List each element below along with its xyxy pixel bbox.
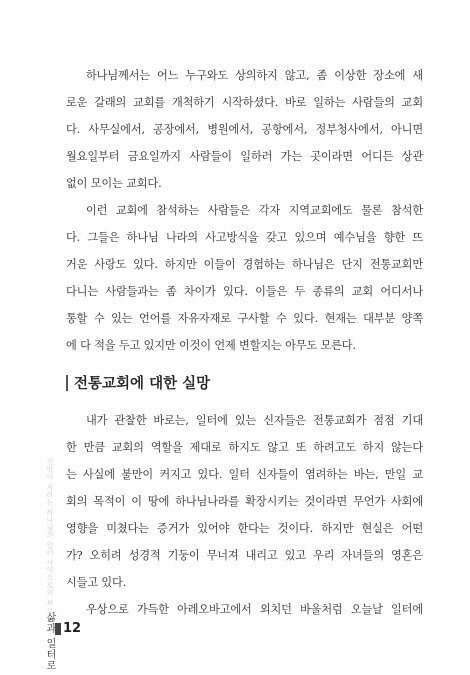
text-line: 이런 교회에 참석하는 사람들은 각자 지역교회에도 물론 참석한: [86, 204, 423, 217]
side-book-title: 신앙이 자라는 하나님의 일터 사역으로의 부르심: [46, 458, 54, 622]
text-line: 에 다 적을 두고 있지만 이것이 언제 변할지는 아무도 모른다.: [66, 339, 356, 352]
text-line: 하나님께서는 어느 누구와도 상의하지 않고, 좀 이상한 장소에 새: [86, 69, 423, 82]
heading-bar: [66, 375, 68, 391]
text-line: 회의 목적이 이 땅에 하나님나라를 확장시키는 것이라면 무언가 사회에: [66, 495, 423, 508]
text-line: 다. 그들은 하나님 나라의 사고방식을 갖고 있으며 예수님을 향한 뜨: [66, 231, 423, 244]
text-line: 는 사실에 불만이 커지고 있다. 일터 신자들이 염려하는 바는, 만일 교: [66, 468, 423, 481]
text-line: 로운 갈래의 교회를 개척하기 시작하셨다. 바로 일하는 사람들의 교회: [66, 96, 423, 109]
page-number-block: [55, 622, 81, 636]
section-heading-text: 전통교회에 대한 실망: [74, 376, 211, 392]
text-line: 다. 사무실에서, 공장에서, 병원에서, 공항에서, 정부청사에서, 아니면: [66, 123, 423, 136]
section-heading: [66, 372, 210, 393]
text-line: 우상으로 가득한 아레오바고에서 외치던 바울처럼 오늘날 일터에: [86, 603, 423, 616]
text-line: 월요일부터 금요일까지 사람들이 일하러 가는 곳이라면 어디든 상관: [66, 150, 423, 163]
text-line: 가? 오히려 성경적 기둥이 무너져 내리고 있고 우리 자녀들의 영혼은: [66, 549, 423, 562]
text-line: 거운 사랑도 있다. 하지만 이들이 경험하는 하나님은 단지 전통교회만: [66, 258, 423, 271]
text-line: 내가 관찰한 바로는, 일터에 있는 신자들은 전통교회가 점점 기대: [86, 414, 423, 427]
text-line: 영향을 미쳤다는 증거가 있어야 한다는 것이다. 하지만 현실은 어떤: [66, 522, 423, 535]
page-number-bar: [55, 623, 61, 635]
page-number: 12: [63, 621, 82, 636]
text-line: 없이 모이는 교회다.: [66, 177, 162, 190]
footer-section-label: 삶과 일터로: [44, 612, 55, 672]
text-line: 통할 수 있는 언어를 자유자재로 구사할 수 있다. 현재는 대부분 양쪽: [66, 312, 423, 325]
text-line: 시들고 있다.: [66, 576, 127, 589]
text-line: 다니는 사람들과는 좀 차이가 있다. 이들은 두 종류의 교회 어디서나: [66, 285, 423, 298]
text-line: 한 만큼 교회의 역할을 제대로 하지도 않고 또 하려고도 하지 않는다: [66, 441, 423, 454]
